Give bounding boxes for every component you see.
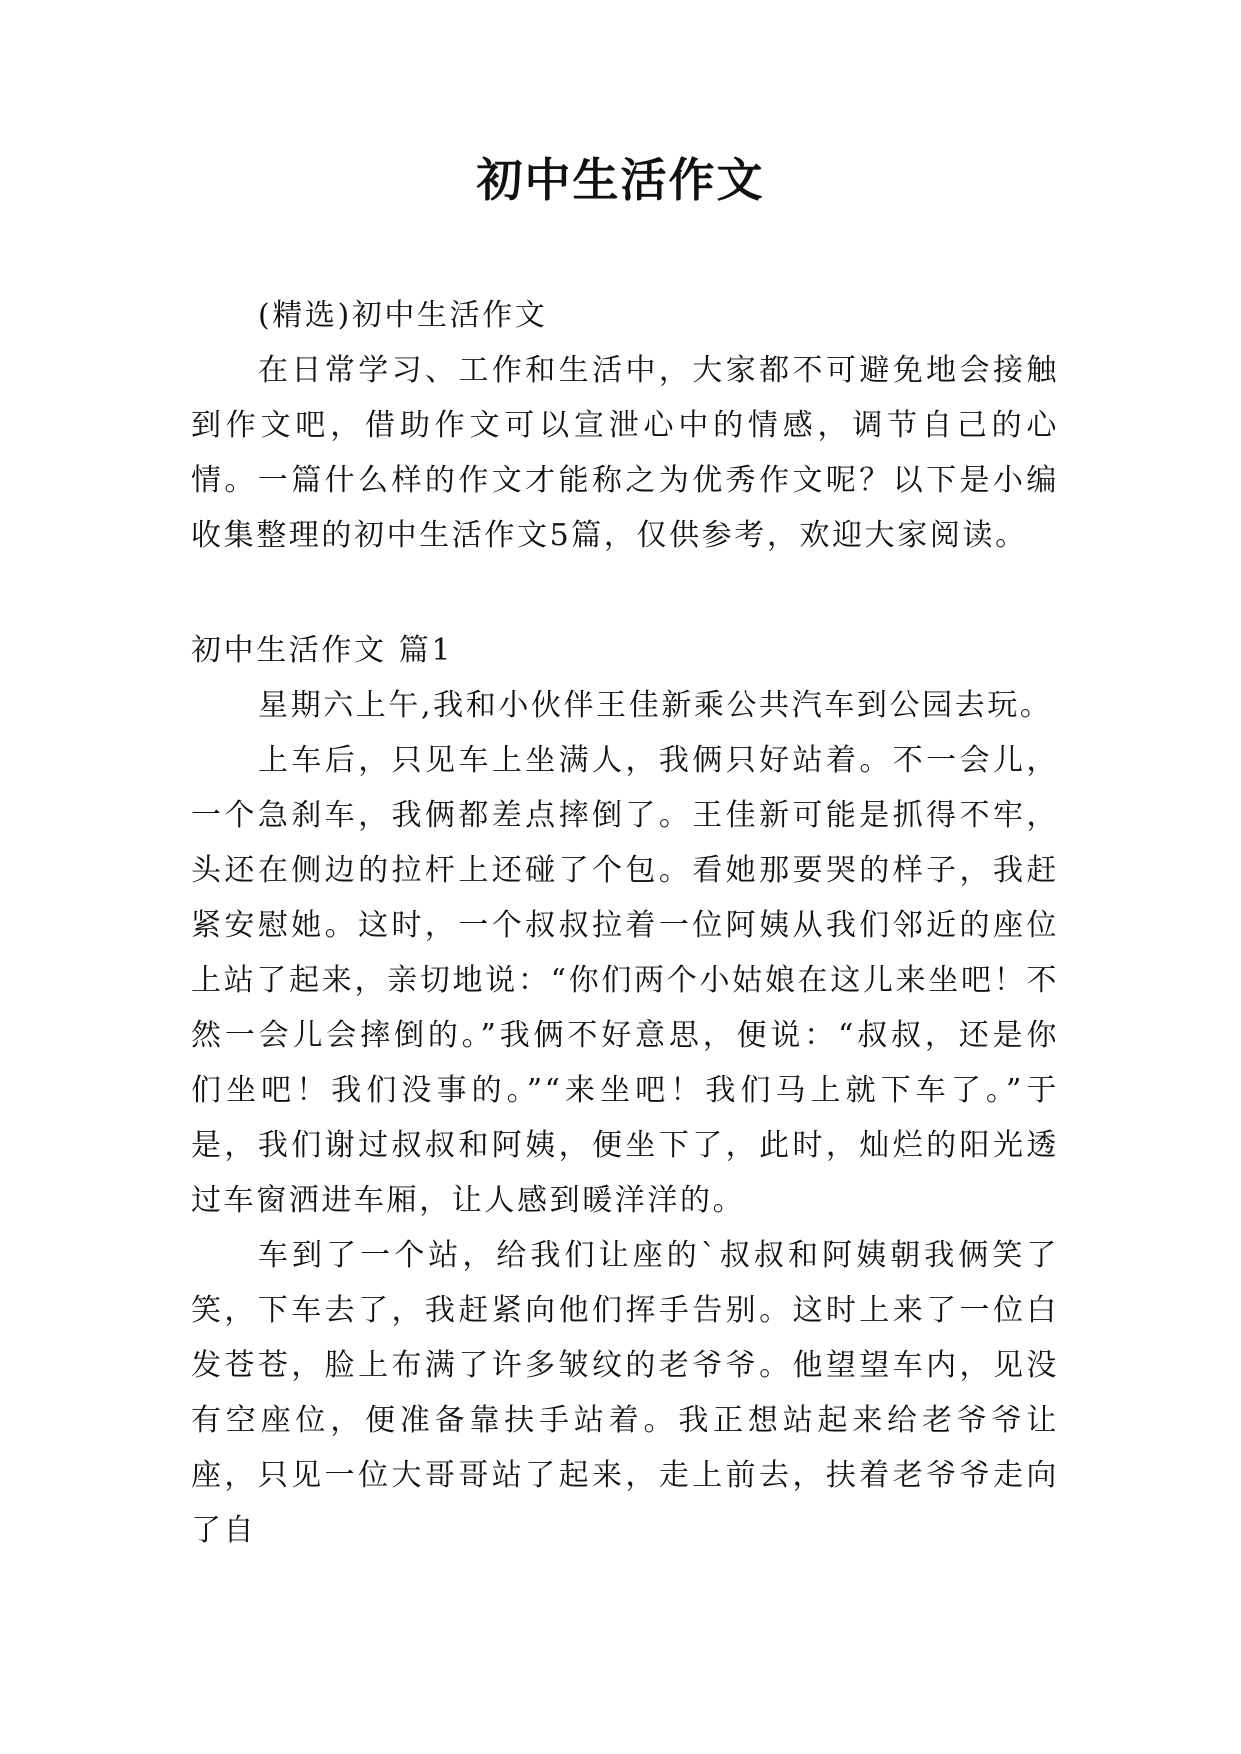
body-paragraph-2: 上车后，只见车上坐满人，我俩只好站着。不一会儿，一个急刹车，我俩都差点摔倒了。王佳新可能是抓得不牢，头还在侧边的拉杆上还碰了个包。看她那要哭的样子，我赶紧安慰她。这时，一个叔叔拉着一位阿姨从我们邻近的座位上站了起来，亲切地说：“你们两个小姑娘在这儿来坐吧！不然一会儿会摔倒的。”我俩不好意思，便说：“叔叔，还是你们坐吧！我们没事的。”“来坐吧！我们马上就下车了。”于是，我们谢过叔叔和阿姨，便坐下了，此时，灿烂的阳光透过车窗洒进车厢，让人感到暖洋洋的。 <box>191 743 1059 1218</box>
intro-paragraph: 在日常学习、工作和生活中，大家都不可避免地会接触到作文吧，借助作文可以宣泄心中的情感，调节自己的心情。一篇什么样的作文才能称之为优秀作文呢？以下是小编收集整理的初中生活作文5篇，仅供参考，欢迎大家阅读。 <box>191 353 1059 553</box>
section-heading: 初中生活作文 篇1 <box>191 633 454 668</box>
document-body <box>191 288 1059 1558</box>
body-paragraph-3: 车到了一个站，给我们让座的`叔叔和阿姨朝我俩笑了笑，下车去了，我赶紧向他们挥手告别。这时上来了一位白发苍苍，脸上布满了许多皱纹的老爷爷。他望望车内，见没有空座位，便准备靠扶手站着。我正想站起来给老爷爷让座，只见一位大哥哥站了起来，走上前去，扶着老爷爷走向了自 <box>191 1238 1059 1548</box>
document-title: 初中生活作文 <box>476 153 765 207</box>
document-subtitle: (精选)初中生活作文 <box>258 298 548 333</box>
body-paragraph-1: 星期六上午,我和小伙伴王佳新乘公共汽车到公园去玩。 <box>258 688 1053 723</box>
